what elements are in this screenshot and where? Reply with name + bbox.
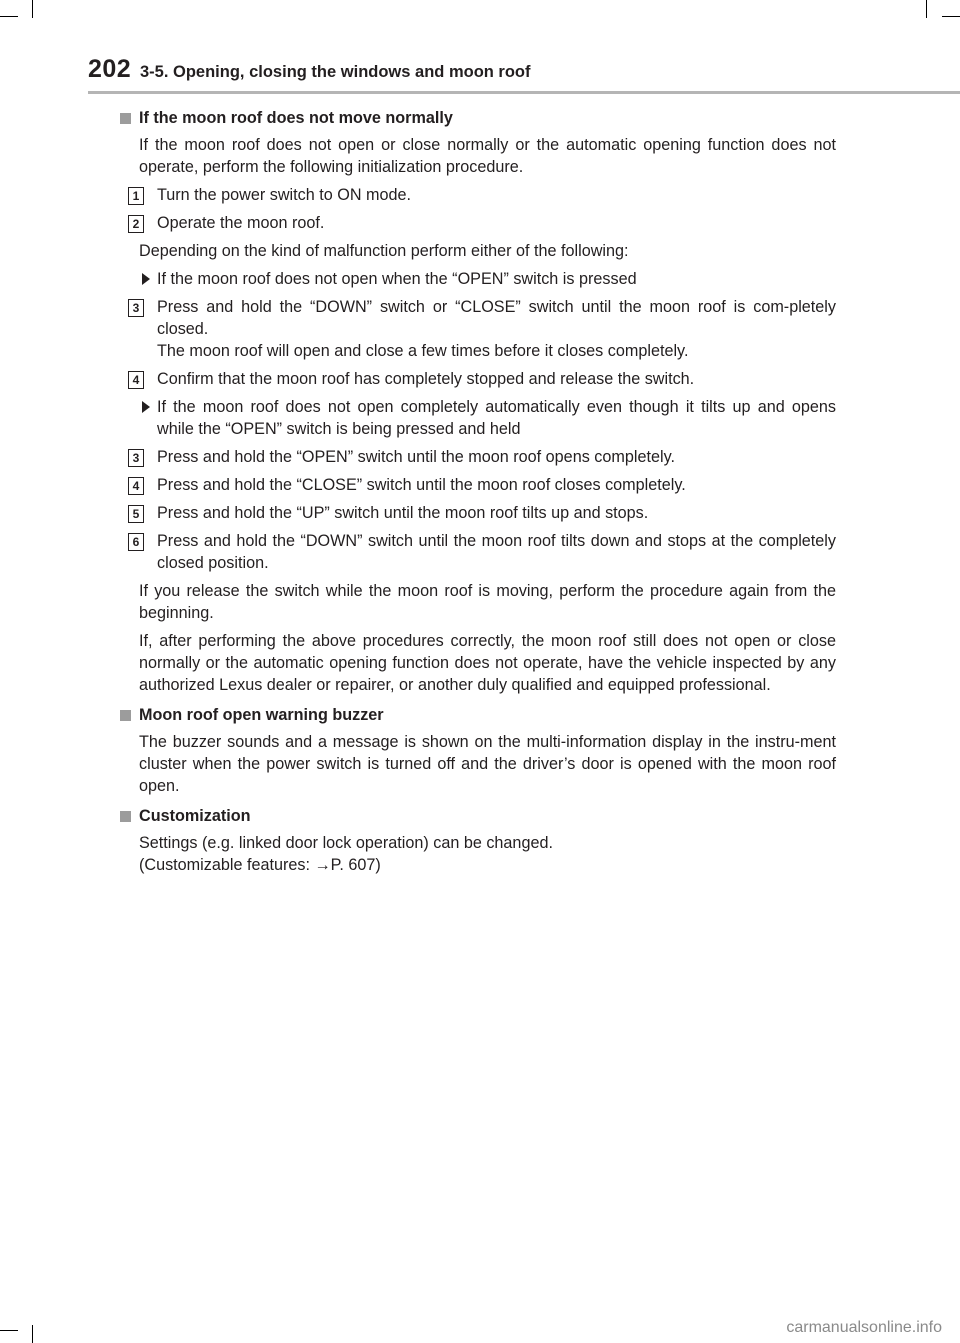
section-title: If the moon roof does not move normally	[139, 109, 453, 127]
page-header	[88, 55, 960, 91]
step-item	[120, 368, 836, 390]
paragraph: If you release the switch while the moon roof is moving, perform the procedure again from the beginning.	[139, 582, 836, 622]
step-number-badge: 3	[128, 299, 144, 317]
crop-mark	[32, 1325, 33, 1343]
step-text: Operate the moon roof.	[157, 214, 325, 232]
page-content	[120, 107, 836, 876]
paragraph: If the moon roof does not open or close normally or the automatic opening function does not operate, perform the following initialization procedure.	[139, 136, 836, 176]
crop-mark	[926, 0, 927, 18]
paragraph: The buzzer sounds and a message is shown on the multi-information display in the instru-ment cluster when the power switch is turned off and the driver’s door is opened with the moon roof open.	[139, 733, 836, 795]
step-item	[120, 296, 836, 362]
step-text: Turn the power switch to ON mode.	[157, 186, 412, 204]
section-title: Moon roof open warning buzzer	[139, 706, 384, 724]
square-bullet-icon	[120, 811, 131, 822]
step-item	[120, 530, 836, 574]
step-number-badge: 1	[128, 187, 144, 205]
step-note: The moon roof will open and close a few times before it closes completely.	[157, 342, 689, 360]
crop-mark	[0, 1330, 18, 1331]
case-text: If the moon roof does not open completely automatically even though it tilts up and opens while the “OPEN” switch is being pressed and held	[157, 398, 836, 438]
step-item	[120, 446, 836, 468]
section-heading	[120, 704, 836, 728]
step-number-badge: 4	[128, 477, 144, 495]
paragraph: Depending on the kind of malfunction perform either of the following:	[139, 242, 629, 260]
step-number-badge: 4	[128, 371, 144, 389]
triangle-bullet-icon	[142, 273, 150, 285]
paragraph: Settings (e.g. linked door lock operation) can be changed.	[139, 834, 553, 852]
case-item	[120, 268, 836, 290]
step-number-badge: 6	[128, 533, 144, 551]
square-bullet-icon	[120, 113, 131, 124]
step-item	[120, 502, 836, 524]
section-heading	[120, 805, 836, 829]
step-item	[120, 184, 836, 206]
step-number-badge: 2	[128, 215, 144, 233]
step-number-badge: 5	[128, 505, 144, 523]
section-heading	[120, 107, 836, 131]
section-title: Customization	[139, 807, 251, 825]
step-text: Press and hold the “UP” switch until the moon roof tilts up and stops.	[157, 504, 649, 522]
step-text: Press and hold the “CLOSE” switch until the moon roof closes completely.	[157, 476, 686, 494]
crop-mark	[942, 16, 960, 17]
square-bullet-icon	[120, 710, 131, 721]
step-item	[120, 474, 836, 496]
crop-mark	[0, 16, 18, 17]
chapter-title: 3-5. Opening, closing the windows and moon roof	[140, 63, 531, 81]
paragraph: (Customizable features: →P. 607)	[139, 856, 381, 874]
step-text: Press and hold the “DOWN” switch until the moon roof tilts down and stops at the completely closed position.	[157, 532, 836, 572]
case-item	[120, 396, 836, 440]
step-item	[120, 212, 836, 234]
page-number: 202	[88, 55, 132, 83]
header-rule	[88, 91, 960, 94]
case-text: If the moon roof does not open when the “OPEN” switch is pressed	[157, 270, 637, 288]
step-text: Press and hold the “DOWN” switch or “CLOSE” switch until the moon roof is com-pletely closed.	[157, 298, 836, 338]
triangle-bullet-icon	[142, 401, 150, 413]
crop-mark	[32, 0, 33, 18]
paragraph: If, after performing the above procedures correctly, the moon roof still does not open or close normally or the automatic opening function does not operate, have the vehicle inspected by any authorized Lexus dealer or repairer, or another duly qualified and equipped professional.	[139, 632, 836, 694]
footer-watermark: carmanualsonline.info	[786, 1319, 942, 1336]
step-number-badge: 3	[128, 449, 144, 467]
step-text: Confirm that the moon roof has completely stopped and release the switch.	[157, 370, 695, 388]
step-text: Press and hold the “OPEN” switch until the moon roof opens completely.	[157, 448, 675, 466]
